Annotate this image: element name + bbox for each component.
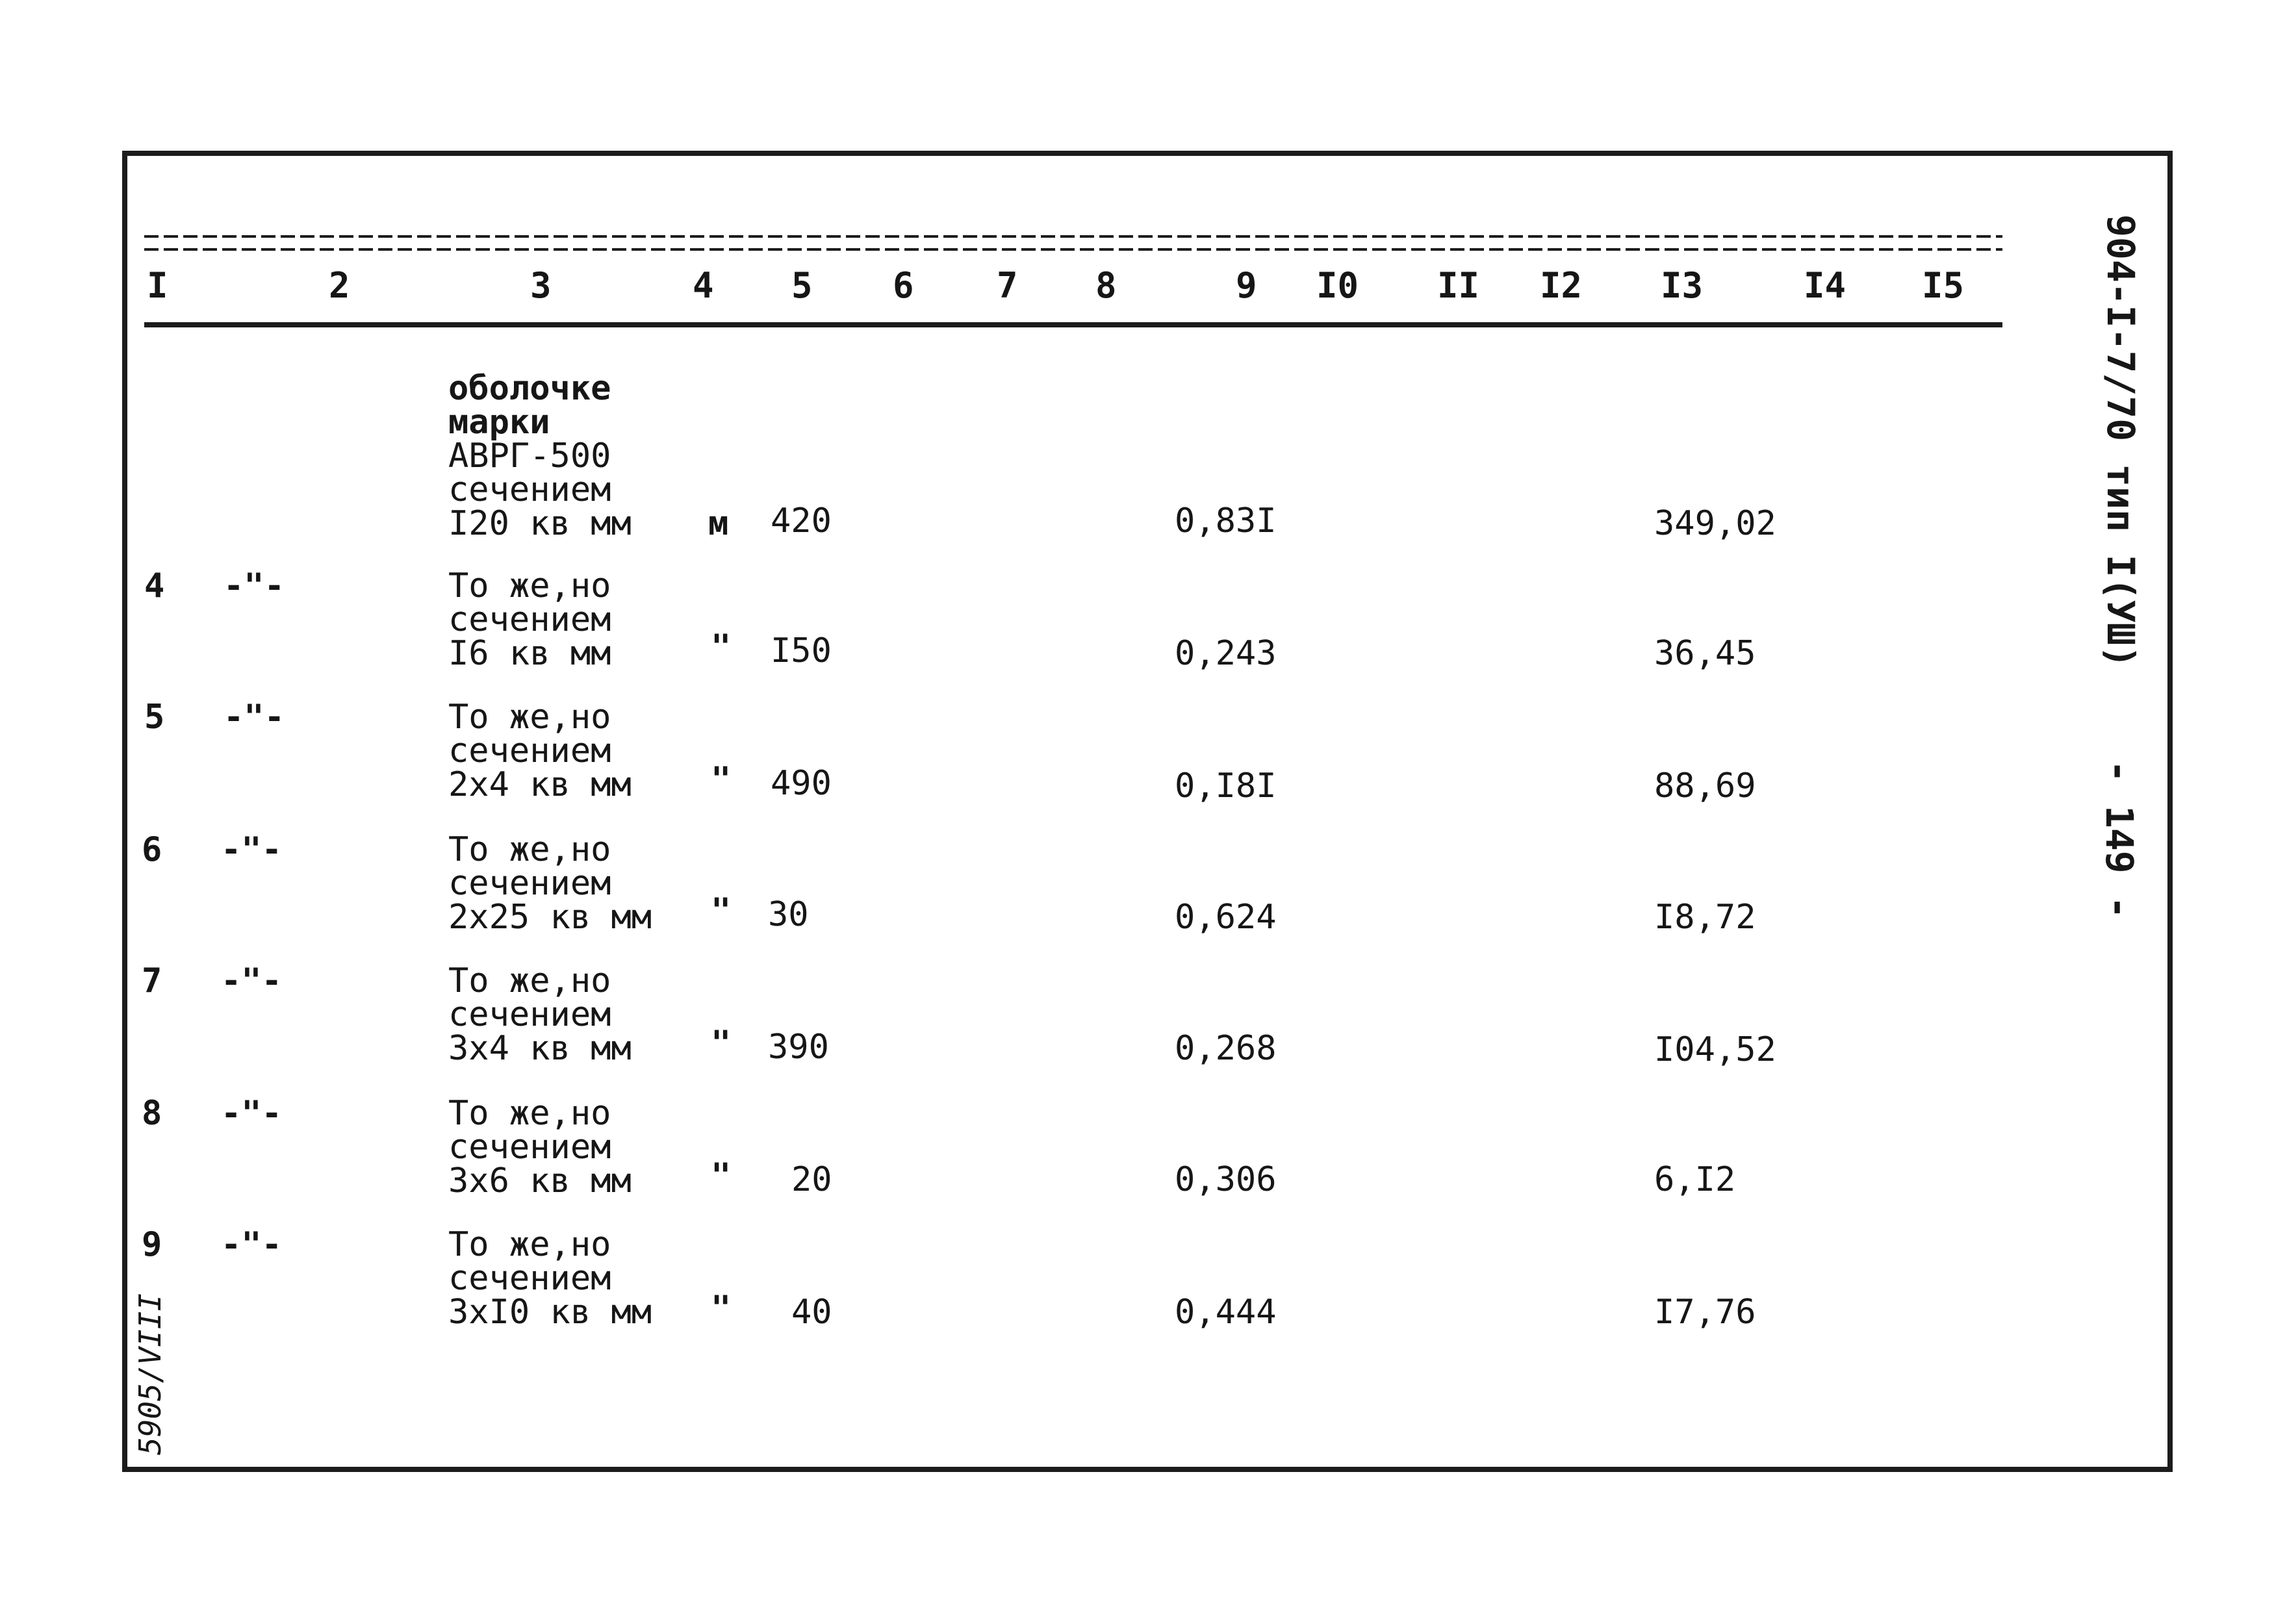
desc-line: АВРГ-500	[448, 437, 611, 476]
desc-line: То же,но	[448, 961, 611, 1000]
table-row-desc	[448, 369, 632, 543]
desc-line: То же,но	[448, 1225, 611, 1264]
desc-line: I20 кв мм	[448, 504, 632, 543]
desc-line: сечением	[448, 600, 611, 639]
table-row-num: 8	[142, 1094, 162, 1133]
desc-line: 2х4 кв мм	[448, 765, 632, 804]
desc-line: То же,но	[448, 698, 611, 737]
table-row-qty: 30	[768, 895, 809, 934]
table-row-total: 6,I2	[1654, 1160, 1736, 1199]
table-row-ref: -"-	[221, 1094, 282, 1133]
table-row-num: 5	[144, 698, 165, 737]
table-row-num: 9	[142, 1225, 162, 1264]
table-row-total: I7,76	[1654, 1293, 1756, 1332]
table-row-num: 7	[142, 961, 162, 1000]
table-row-qty: I50	[771, 631, 832, 670]
desc-line: сечением	[448, 731, 611, 770]
table-row-ref: -"-	[221, 830, 282, 869]
desc-line: 3х4 кв мм	[448, 1029, 632, 1068]
table-row-num: 4	[144, 566, 165, 605]
table-row-price: 0,268	[1175, 1029, 1277, 1068]
table-row-num: 6	[142, 830, 162, 869]
header-solid-rule	[144, 322, 2002, 327]
desc-line: сечением	[448, 995, 611, 1034]
page-frame	[122, 151, 2173, 1472]
table-row-price: 0,243	[1175, 634, 1277, 673]
desc-line: оболочке	[448, 369, 611, 408]
table-row-unit: "	[711, 628, 732, 666]
table-row-total: 36,45	[1654, 634, 1756, 673]
column-header-15: I5	[1922, 265, 1965, 306]
column-header-9: 9	[1236, 265, 1257, 306]
table-row-price: 0,444	[1175, 1293, 1277, 1332]
desc-line: То же,но	[448, 1094, 611, 1133]
table-row-desc	[448, 1094, 632, 1200]
table-row-desc	[448, 1225, 652, 1332]
table-row-price: 0,624	[1175, 898, 1277, 937]
desc-line: То же,но	[448, 566, 611, 605]
table-row-unit: "	[711, 891, 732, 930]
column-header-5: 5	[791, 265, 813, 306]
table-row-ref: -"-	[221, 961, 282, 1000]
table-row-price: 0,83I	[1175, 501, 1277, 540]
column-header-12: I2	[1540, 265, 1583, 306]
table-row-ref: -"-	[224, 566, 285, 605]
table-row-unit: "	[711, 1156, 732, 1195]
table-row-desc	[448, 830, 652, 937]
header-dashed-rule	[144, 235, 2002, 251]
desc-line: сечением	[448, 1128, 611, 1167]
column-header-6: 6	[893, 265, 914, 306]
desc-line: I6 кв мм	[448, 634, 611, 673]
table-row-qty: 420	[771, 501, 832, 540]
table-row-total: 88,69	[1654, 767, 1756, 806]
desc-line: 3хI0 кв мм	[448, 1293, 652, 1332]
column-header-7: 7	[997, 265, 1018, 306]
table-row-desc	[448, 961, 632, 1068]
table-row-unit: м	[708, 504, 729, 543]
column-header-2: 2	[329, 265, 350, 306]
table-row-qty: 390	[768, 1028, 829, 1067]
column-header-14: I4	[1804, 265, 1846, 306]
table-row-price: 0,306	[1175, 1160, 1277, 1199]
table-row-unit: "	[711, 1024, 732, 1063]
table-row-qty: 490	[771, 764, 832, 803]
column-header-3: 3	[530, 265, 552, 306]
column-header-10: I0	[1316, 265, 1359, 306]
table-row-unit: "	[711, 760, 732, 799]
table-row-qty: 40	[791, 1293, 832, 1332]
column-header-11: II	[1437, 265, 1480, 306]
desc-line: То же,но	[448, 830, 611, 869]
table-row-ref: -"-	[224, 698, 285, 737]
column-header-1: I	[147, 265, 168, 306]
table-row-total: 349,02	[1654, 504, 1776, 543]
table-row-total: I8,72	[1654, 898, 1756, 937]
desc-line: сечением	[448, 470, 611, 509]
table-row-desc	[448, 566, 611, 673]
desc-line: сечением	[448, 1259, 611, 1298]
table-row-unit: "	[711, 1289, 732, 1328]
table-row-desc	[448, 700, 632, 802]
desc-line: 3х6 кв мм	[448, 1161, 632, 1200]
archive-number: 5905/VIII	[133, 1293, 168, 1455]
desc-line: сечением	[448, 864, 611, 903]
column-header-4: 4	[693, 265, 714, 306]
table-row-ref: -"-	[221, 1225, 282, 1264]
desc-line: марки	[448, 403, 550, 442]
desc-line: 2х25 кв мм	[448, 898, 652, 937]
document-code: 904-I-7/70 тип I(УШ)	[2099, 214, 2143, 668]
column-header-13: I3	[1661, 265, 1704, 306]
column-header-8: 8	[1095, 265, 1117, 306]
page-number: - 149 -	[2097, 760, 2141, 919]
table-row-total: I04,52	[1654, 1030, 1776, 1069]
table-row-price: 0,I8I	[1175, 767, 1277, 806]
table-row-qty: 20	[791, 1160, 832, 1199]
